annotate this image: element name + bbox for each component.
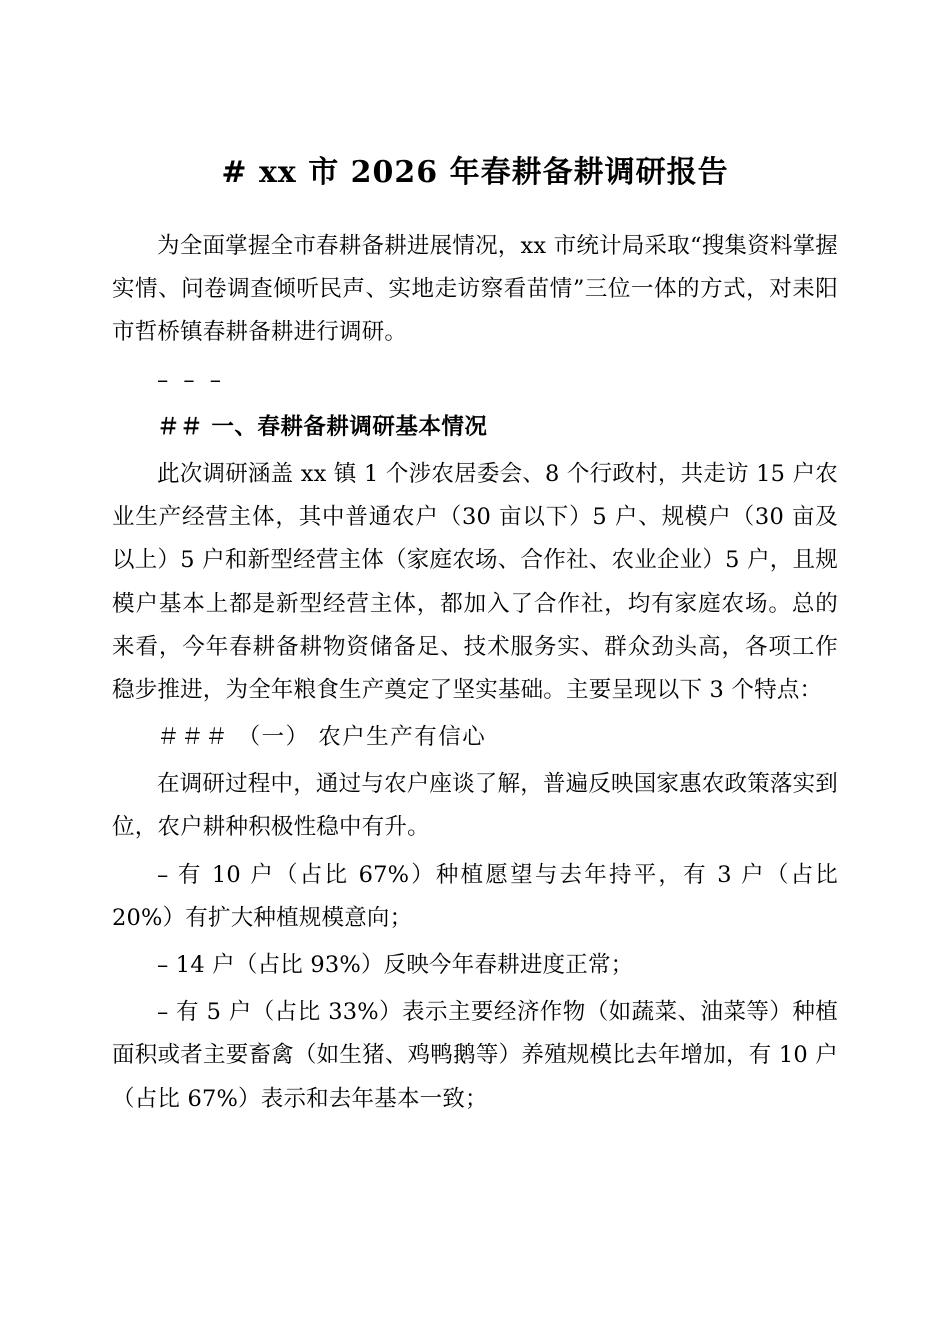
- list-item: – 14 户（占比 93%）反映今年春耕进度正常；: [157, 952, 634, 978]
- section-1-body: 此次调研涵盖 xx 镇 1 个涉农居委会、8 个行政村，共走访 15 户农业生产经营主体，其中普通农户（30 亩以下）5 户、规模户（30 亩及以上）5 户和新型经营主体（家庭农场、合作社、农业企业）5 户，且规模户基本上都是新型经营主体，都加入了合作社，均有家庭农场。总的来看，今年春耕备耕物资储备足、技术服务实、群众劲头高，各项工作稳步推进，为全年粮食生产奠定了坚实基础。主要呈现以下 3 个特点：: [112, 460, 838, 703]
- subsection-heading-1: ＃＃＃ （一） 农户生产有信心: [157, 724, 487, 751]
- subsection-1-body: 在调研过程中，通过与农户座谈了解，普遍反映国家惠农政策落实到位，农户耕种积极性稳中有升。: [112, 771, 839, 841]
- list-item: – 有 10 户（占比 67%）种植愿望与去年持平，有 3 户（占比 20%）有扩大种植规模意向；: [112, 861, 838, 931]
- section-heading-1: ＃＃ 一、春耕备耕调研基本情况: [157, 413, 488, 440]
- divider-line: – – –: [157, 366, 226, 393]
- page-title: # xx 市 2026 年春耕备耕调研报告: [221, 155, 729, 190]
- list-item: – 有 5 户（占比 33%）表示主要经济作物（如蔬菜、油菜等）种植面积或者主要畜禽（如生猪、鸡鸭鹅等）养殖规模比去年增加，有 10 户（占比 67%）表示和去年基本一致；: [112, 999, 838, 1112]
- intro-paragraph: 为全面掌握全市春耕备耕进展情况，xx 市统计局采取“搜集资料掌握实情、问卷调查倾听民声、实地走访察看苗情”三位一体的方式，对耒阳市哲桥镇春耕备耕进行调研。: [112, 233, 838, 346]
